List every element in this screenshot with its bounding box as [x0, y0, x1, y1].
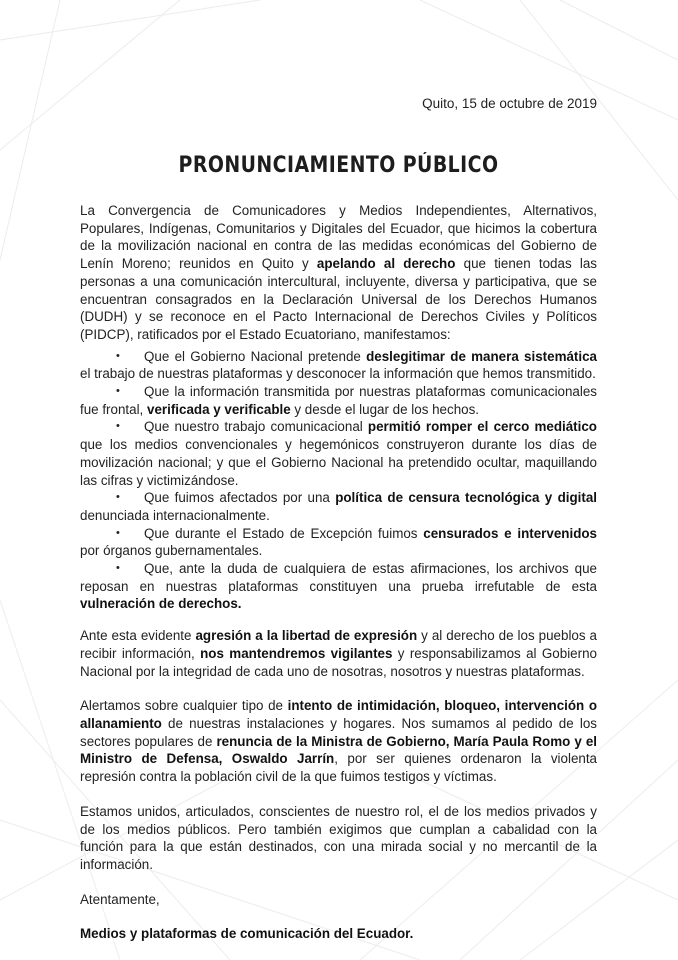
statement-emphasis: vulneración de derechos.: [80, 596, 242, 612]
date-line: Quito, 15 de octubre de 2019: [422, 96, 597, 111]
bullet-icon: •: [116, 526, 120, 539]
statement-item: [80, 418, 597, 489]
statement-text: Que fuimos afectados por una: [144, 490, 336, 506]
paragraph-emphasis: nos mantendremos vigilantes: [200, 645, 393, 661]
bullet-icon: •: [116, 420, 120, 433]
statement-emphasis: permitió romper el cerco mediático: [367, 419, 597, 435]
statement-emphasis: deslegitimar de manera sistemática: [366, 348, 597, 364]
statement-text: por órganos gubernamentales.: [80, 543, 263, 559]
statement-text: Que, ante la duda de cualquiera de estas afirmaciones, los archivos que reposan en nuestras plataformas constituyen una prueba irrefutable de esta: [80, 561, 597, 594]
statement-emphasis: política de censura tecnológica y digital: [335, 490, 597, 506]
statement-emphasis: verificada y verificable: [147, 401, 291, 417]
closing-salutation: Atentamente,: [80, 891, 160, 907]
paragraph-text: Ante esta evidente: [80, 628, 196, 644]
paragraph-unidos: [80, 803, 597, 874]
statement-text: Que nuestro trabajo comunicacional: [144, 419, 368, 435]
statement-item: [80, 560, 597, 613]
statement-text: Que la información transmitida por nuestras plataformas comunicacionales fue frontal,: [80, 384, 597, 417]
statement-item: [80, 525, 597, 560]
bullet-icon: •: [116, 491, 120, 504]
bullet-icon: •: [116, 562, 120, 575]
paragraph-text: de nuestras instalaciones y hogares. Nos sumamos al pedido de los sectores populares de: [80, 715, 597, 749]
intro-emphasis: apelando al derecho: [316, 256, 456, 272]
paragraph-alerta: [80, 697, 597, 786]
document-body: [80, 202, 597, 960]
statement-item: [80, 348, 597, 383]
bullet-icon: •: [116, 349, 120, 362]
intro-text: La Convergencia de Comunicadores y Medios Independientes, Alternativos, Populares, Indígenas, Comunitarios y Digitales del Ecuador, que hicimos la cobertura de la movilización nacional en contra de las medidas económicas del Gobierno de Lenín Moreno; reunidos en Quito y: [80, 203, 597, 272]
intro-text: que tienen todas las personas a una comunicación intercultural, incluyente, diversa y participativa, que se encuentran consagrados en la Declaración Universal de los Derechos Humanos (DUDH) y se reconoce en el Pacto Internacional de Derechos Civiles y Políticos (PIDCP), ratificados por el Estado Ecuatoriano, manifestamos:: [80, 256, 597, 342]
statement-text: que los medios convencionales y hegemónicos construyeron durante los días de movilización nacional; y que el Gobierno Nacional ha pretendido ocultar, maquillando las cifras y victimizándose.: [80, 437, 597, 488]
statement-item: [80, 489, 597, 524]
paragraph-emphasis: intento de intimidación, bloqueo, intervención o allanamiento: [80, 698, 597, 731]
statement-text: Que el Gobierno Nacional pretende: [144, 348, 367, 364]
statement-item: [80, 383, 597, 418]
paragraph-text: Estamos unidos, articulados, conscientes de nuestro rol, el de los medios privados y de los medios públicos. Pero también exigimos que cumplan a cabalidad con la función para la que están destinados, con una mirada social y no mercantil de la información.: [80, 803, 597, 872]
paragraph-libertad-expresion: [80, 627, 597, 680]
paragraph-emphasis: renuncia de la Ministra de Gobierno, María Paula Romo y el Ministro de Defensa, Oswaldo Jarrín: [80, 733, 598, 767]
signature-line: [80, 925, 597, 943]
document-title: PRONUNCIAMIENTO PÚBLICO: [178, 153, 499, 178]
statement-text: Que durante el Estado de Excepción fuimos: [144, 525, 424, 541]
paragraph-text: y al derecho de los pueblos a recibir información,: [80, 628, 598, 661]
statement-emphasis: censurados e intervenidos: [423, 525, 597, 541]
signature-text: Medios y plataformas de comunicación del Ecuador.: [80, 926, 414, 942]
paragraph-emphasis: agresión a la libertad de expresión: [195, 628, 418, 644]
paragraph-text: , por ser quienes ordenaron la violenta represión contra la población civil de la que fuimos testigos y víctimas.: [80, 751, 598, 785]
statement-text: y desde el lugar de los hechos.: [290, 401, 480, 417]
intro-paragraph: [80, 202, 597, 344]
paragraph-text: Alertamos sobre cualquier tipo de: [80, 698, 288, 714]
bullet-icon: •: [116, 385, 120, 398]
paragraph-text: y responsabilizamos al Gobierno Nacional por la integridad de cada uno de nosotras, nosotros y nuestras plataformas.: [80, 645, 597, 679]
statement-text: el trabajo de nuestras plataformas y desconocer la información que hemos transmitido.: [80, 366, 596, 382]
statement-text: denunciada internacionalmente.: [80, 507, 270, 523]
statement-list: [80, 348, 597, 614]
